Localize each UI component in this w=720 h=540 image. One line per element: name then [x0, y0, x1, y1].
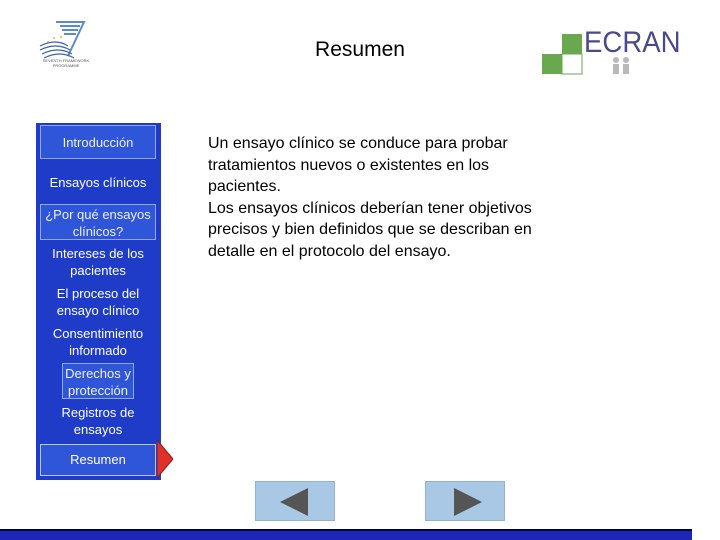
paragraph: Un ensayo clínico se conduce para probar tratamientos nuevos o existentes en los pacientes.	[208, 135, 508, 195]
triangle-right-icon	[426, 482, 506, 522]
main-content	[208, 133, 553, 262]
previous-button[interactable]	[255, 481, 335, 521]
sidebar-item-label: Derechos y protección	[65, 366, 131, 398]
bottom-bar	[0, 531, 692, 540]
sidebar-item-proceso[interactable]	[48, 285, 148, 319]
sidebar-item-label: Resumen	[70, 452, 126, 467]
sidebar-item-resumen[interactable]	[40, 444, 156, 476]
sidebar-item-por-que[interactable]	[40, 204, 156, 240]
sidebar-item-label: Intereses de los pacientes	[52, 246, 144, 278]
sidebar-item-label: Introducción	[62, 135, 134, 150]
triangle-left-icon	[256, 482, 336, 522]
sidebar-item-intereses[interactable]	[50, 245, 146, 279]
sidebar-item-label: Consentimiento informado	[52, 326, 144, 358]
sidebar-item-derechos[interactable]	[62, 363, 134, 399]
sidebar-item-label: ¿Por qué ensayos clínicos?	[45, 207, 151, 239]
ecran-logo-text: ECRAN	[584, 26, 681, 59]
fp7-logo-caption: SEVENTH FRAMEWORK PROGRAMME	[42, 58, 90, 68]
sidebar-item-label: Ensayos clínicos	[49, 175, 147, 190]
page-title: Resumen	[315, 38, 405, 61]
sidebar-item-label: Registros de ensayos	[61, 405, 135, 437]
sidebar-item-ensayos-clinicos[interactable]	[40, 174, 156, 191]
sidebar-item-registros[interactable]	[60, 404, 136, 438]
sidebar-item-label: El proceso del ensayo clínico	[56, 286, 140, 318]
paragraph: Los ensayos clínicos deberían tener objetivos precisos y bien definidos que se describan en detalle en el protocolo del ensayo.	[208, 199, 532, 260]
next-button[interactable]	[425, 481, 505, 521]
sidebar-item-introduccion[interactable]	[40, 125, 156, 159]
arrow-marker-icon	[157, 440, 173, 478]
sidebar-item-consentimiento[interactable]	[42, 325, 154, 359]
